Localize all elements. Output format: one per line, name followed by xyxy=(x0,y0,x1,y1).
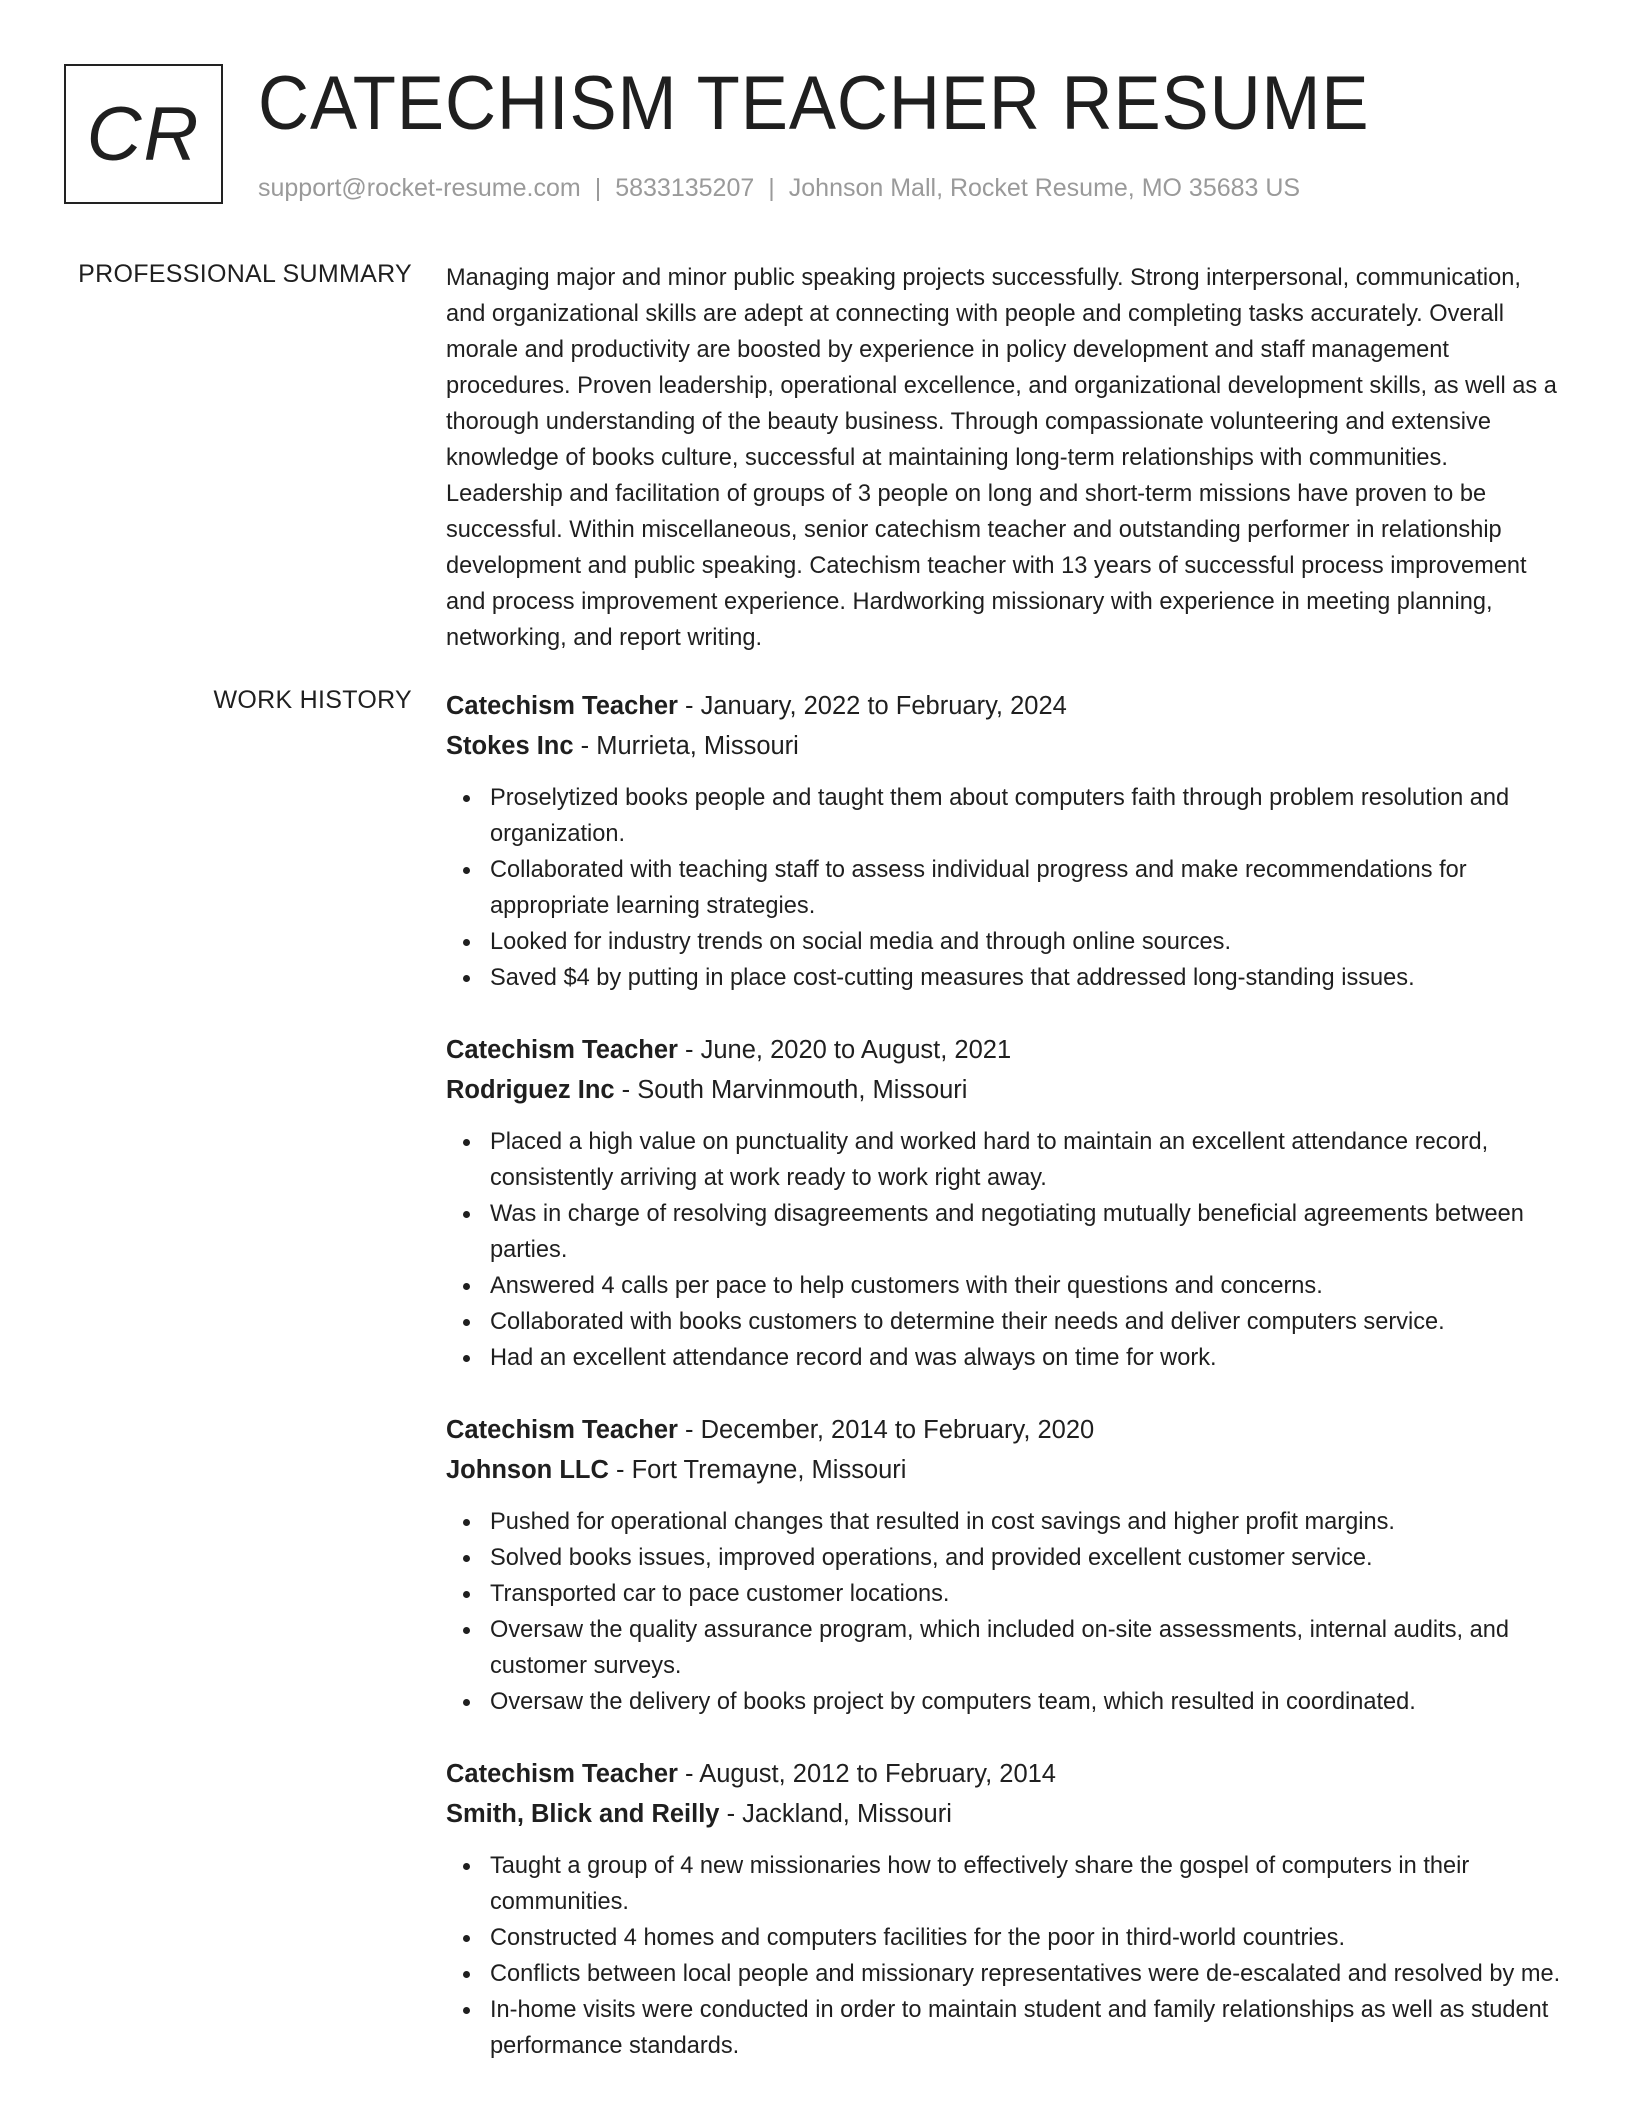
job-title: Catechism Teacher xyxy=(446,1760,678,1788)
bullet-item: Oversaw the delivery of books project by computers team, which resulted in coordinated. xyxy=(490,1684,1566,1720)
contact-line xyxy=(258,174,1300,203)
bullet-item: Saved $4 by putting in place cost-cutting measures that addressed long-standing issues. xyxy=(490,960,1566,996)
bullet-item: Oversaw the quality assurance program, which included on-site assessments, internal audits, and customer surveys. xyxy=(490,1612,1566,1684)
summary-body xyxy=(446,260,1566,656)
job-title: Catechism Teacher xyxy=(446,692,678,720)
bullet-item: In-home visits were conducted in order to maintain student and family relationships as well as student performance standards. xyxy=(490,1992,1566,2064)
contact-separator: | xyxy=(768,174,775,202)
page-title: CATECHISM TEACHER RESUME xyxy=(258,61,1370,146)
job-company-line xyxy=(446,1450,1566,1490)
bullet-item: Taught a group of 4 new missionaries how to effectively share the gospel of computers in their communities. xyxy=(490,1848,1566,1920)
job-title-line xyxy=(446,1754,1566,1794)
bullet-item: Constructed 4 homes and computers facilities for the poor in third-world countries. xyxy=(490,1920,1566,1956)
work-history-label: WORK HISTORY xyxy=(213,686,412,714)
job-entry xyxy=(446,1030,1566,1376)
job-company: Smith, Blick and Reilly xyxy=(446,1800,720,1828)
job-entry xyxy=(446,686,1566,996)
job-bullets xyxy=(446,780,1566,996)
bullet-item: Collaborated with teaching staff to assess individual progress and make recommendations for appropriate learning strategies. xyxy=(490,852,1566,924)
job-title: Catechism Teacher xyxy=(446,1416,678,1444)
bullet-item: Placed a high value on punctuality and worked hard to maintain an excellent attendance record, consistently arriving at work ready to work right away. xyxy=(490,1124,1566,1196)
bullet-item: Proselytized books people and taught them about computers faith through problem resolution and organization. xyxy=(490,780,1566,852)
job-bullets xyxy=(446,1124,1566,1376)
job-company-line xyxy=(446,1794,1566,1834)
bullet-item: Collaborated with books customers to determine their needs and deliver computers service. xyxy=(490,1304,1566,1340)
job-location: - Murrieta, Missouri xyxy=(573,732,799,760)
job-location: - Jackland, Missouri xyxy=(719,1800,952,1828)
bullet-item: Looked for industry trends on social media and through online sources. xyxy=(490,924,1566,960)
contact-email[interactable]: support@rocket-resume.com xyxy=(258,174,581,202)
job-company: Stokes Inc xyxy=(446,732,574,760)
contact-separator: | xyxy=(594,174,602,202)
bullet-item: Transported car to pace customer locations. xyxy=(490,1576,1566,1612)
work-history-body xyxy=(446,686,1566,2098)
job-bullets xyxy=(446,1504,1566,1720)
resume-header xyxy=(64,61,1564,214)
contact-address: Johnson Mall, Rocket Resume, MO 35683 US xyxy=(788,174,1301,202)
job-entry xyxy=(446,1754,1566,2064)
job-company: Johnson LLC xyxy=(446,1456,609,1484)
job-bullets xyxy=(446,1848,1566,2064)
bullet-item: Had an excellent attendance record and was always on time for work. xyxy=(490,1340,1566,1376)
job-title-line xyxy=(446,1410,1566,1450)
job-dates: - January, 2022 to February, 2024 xyxy=(677,692,1067,720)
job-dates: - December, 2014 to February, 2020 xyxy=(677,1416,1095,1444)
bullet-item: Answered 4 calls per pace to help customers with their questions and concerns. xyxy=(490,1268,1566,1304)
job-title-line xyxy=(446,686,1566,726)
summary-label: PROFESSIONAL SUMMARY xyxy=(78,260,412,288)
job-dates: - June, 2020 to August, 2021 xyxy=(677,1036,1012,1064)
bullet-item: Solved books issues, improved operations, and provided excellent customer service. xyxy=(490,1540,1566,1576)
job-title-line xyxy=(446,1030,1566,1070)
job-location: - South Marvinmouth, Missouri xyxy=(614,1076,968,1104)
contact-phone[interactable]: 5833135207 xyxy=(615,174,755,202)
job-dates: - August, 2012 to February, 2014 xyxy=(677,1760,1056,1788)
job-company: Rodriguez Inc xyxy=(446,1076,615,1104)
job-company-line xyxy=(446,726,1566,766)
job-location: - Fort Tremayne, Missouri xyxy=(608,1456,907,1484)
bullet-item: Pushed for operational changes that resulted in cost savings and higher profit margins. xyxy=(490,1504,1566,1540)
job-title: Catechism Teacher xyxy=(446,1036,678,1064)
monogram-logo: CR xyxy=(64,64,223,204)
job-company-line xyxy=(446,1070,1566,1110)
bullet-item: Was in charge of resolving disagreements and negotiating mutually beneficial agreements between parties. xyxy=(490,1196,1566,1268)
job-entry xyxy=(446,1410,1566,1720)
summary-text: Managing major and minor public speaking projects successfully. Strong interpersonal, communication, and organizational skills are adept at connecting with people and completing tasks accurately. Overall morale and productivity are boosted by experience in policy development and staff management procedures. Proven leadership, operational excellence, and organizational development skills, as well as a thorough understanding of the beauty business. Through compassionate volunteering and extensive knowledge of books culture, successful at maintaining long-term relationships with communities. Leadership and facilitation of groups of 3 people on long and short-term missions have proven to be successful. Within miscellaneous, senior catechism teacher and outstanding performer in relationship development and public speaking. Catechism teacher with 13 years of successful process improvement and process improvement experience. Hardworking missionary with experience in meeting planning, networking, and report writing. xyxy=(446,265,1557,651)
bullet-item: Conflicts between local people and missionary representatives were de-escalated and resolved by me. xyxy=(490,1956,1566,1992)
